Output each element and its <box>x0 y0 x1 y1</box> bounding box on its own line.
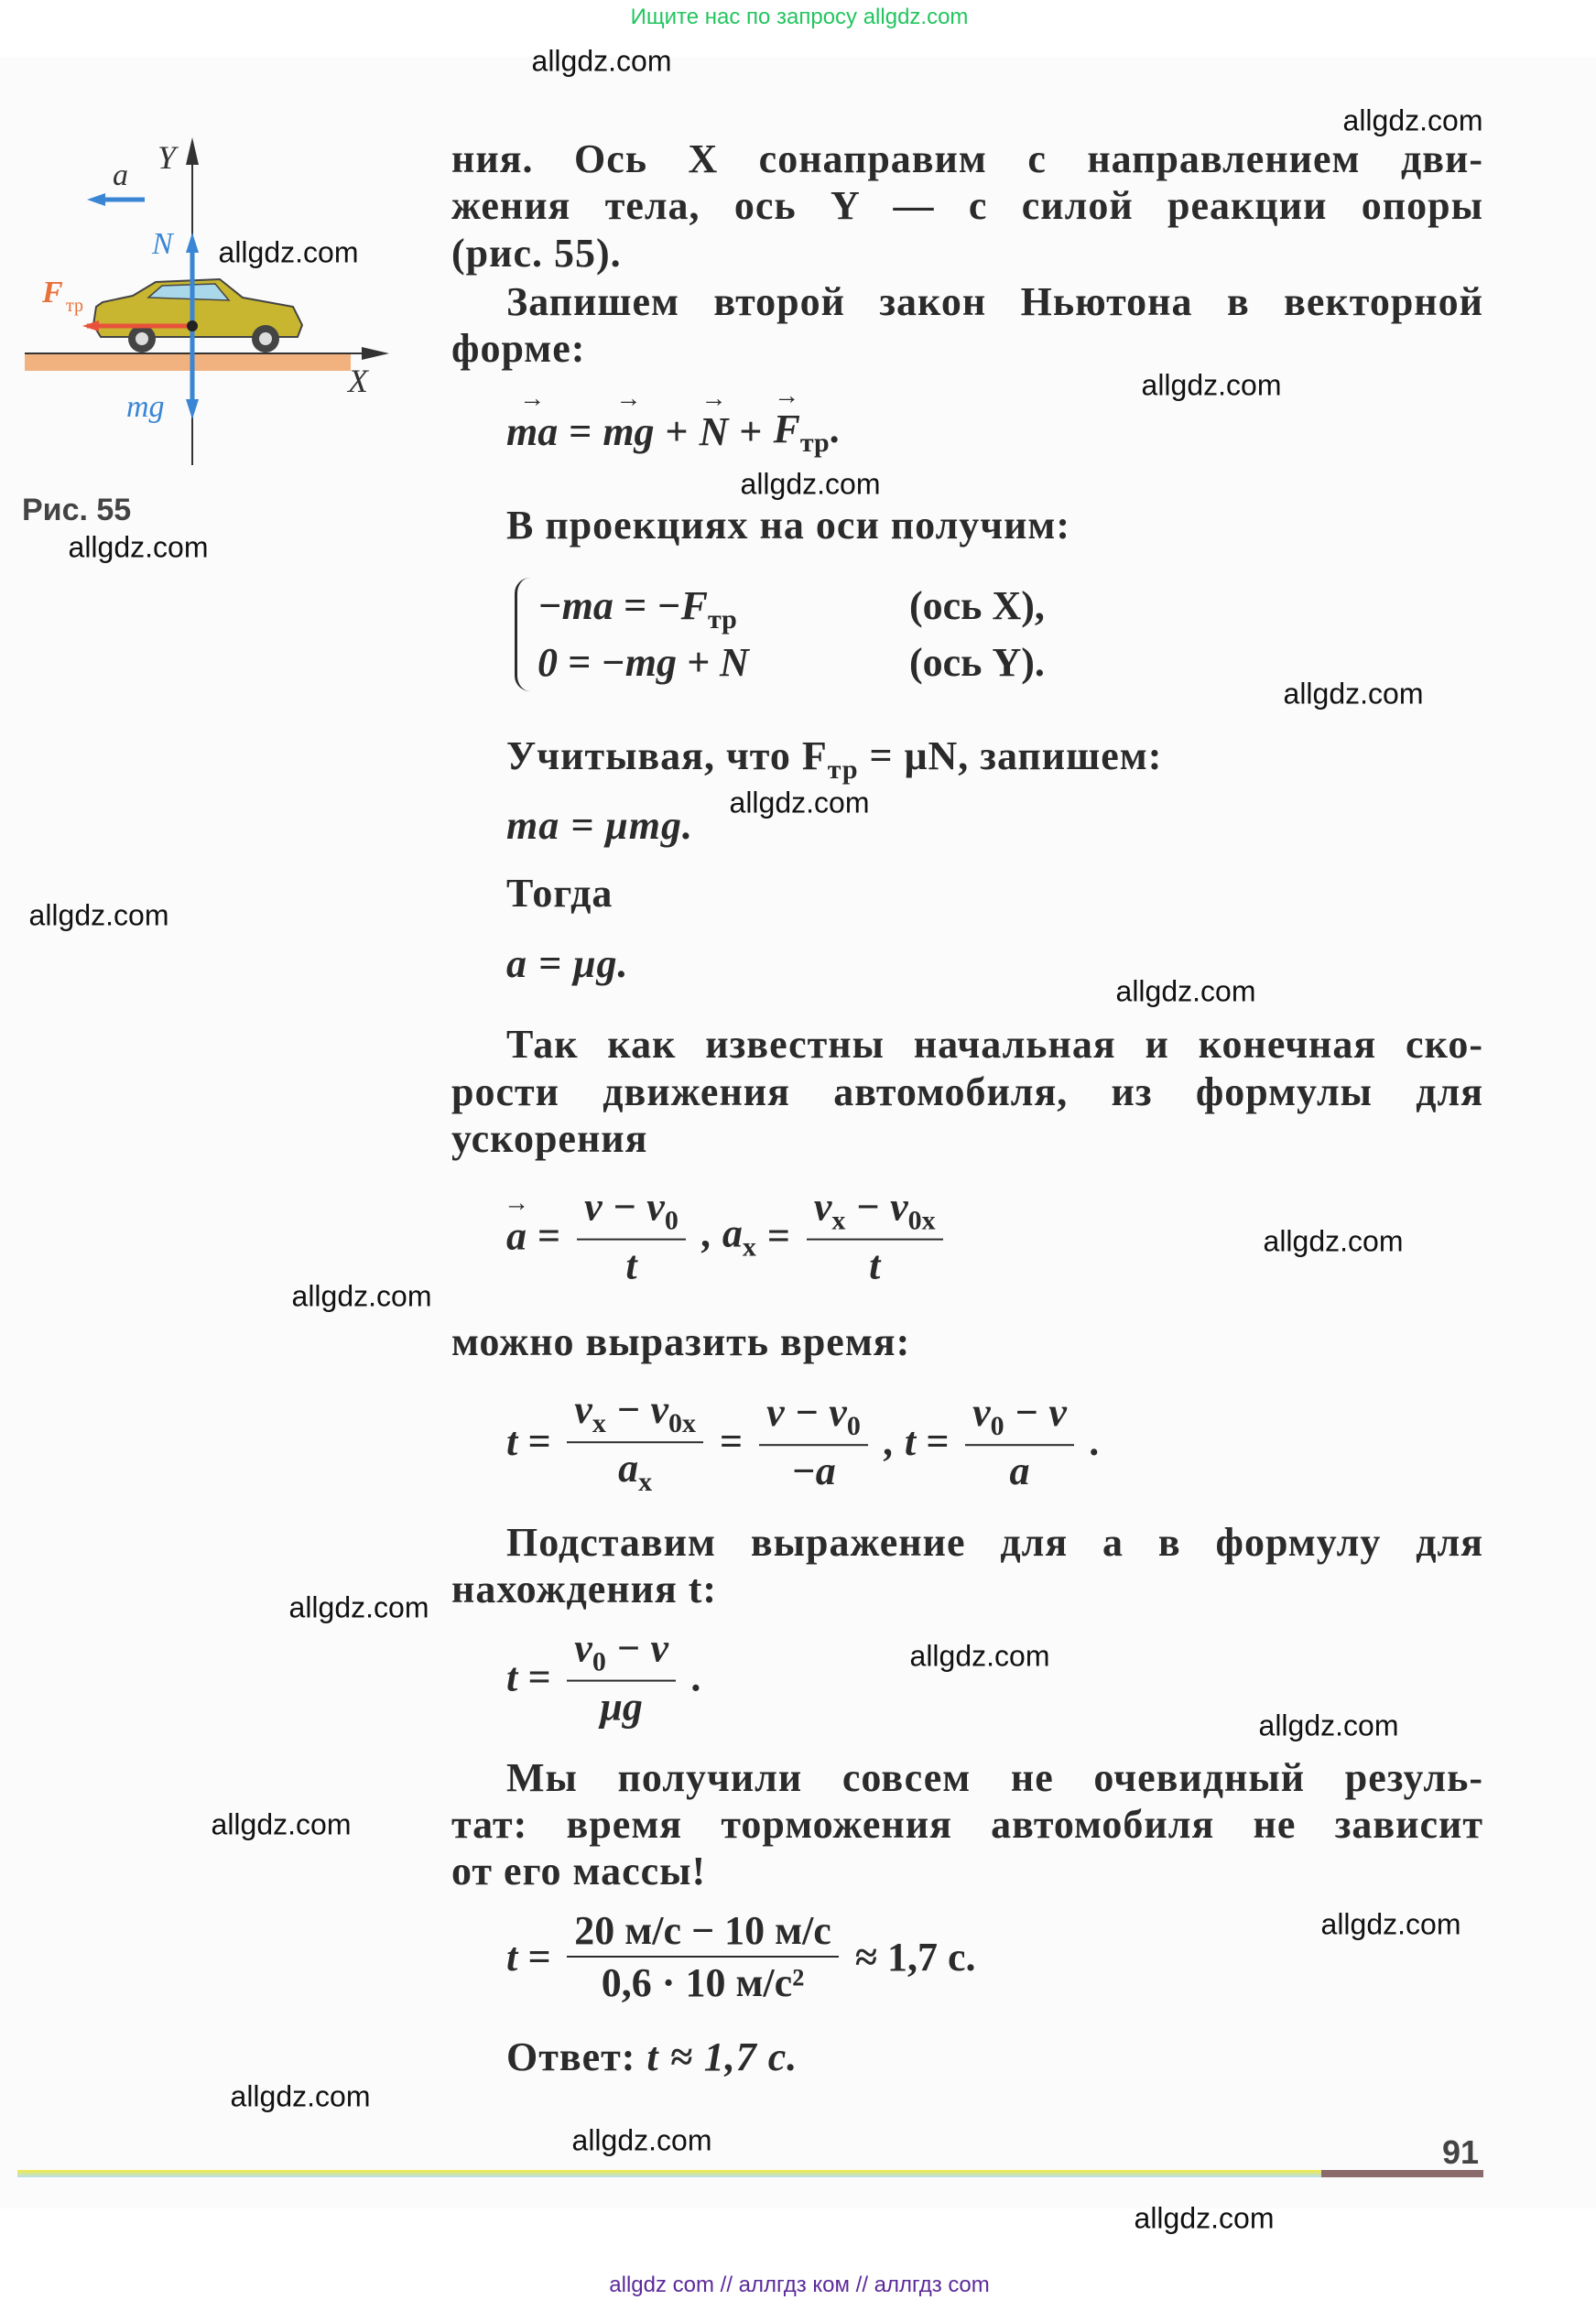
f-a: → a <box>506 1212 527 1259</box>
sys-label-y: (ось Y). <box>909 640 1045 685</box>
f-sub: x <box>592 1408 606 1438</box>
f-t: , t = <box>884 1419 950 1465</box>
f-sub: 0x <box>907 1205 936 1236</box>
brace <box>515 578 530 691</box>
watermark: allgdz.com <box>571 2123 712 2157</box>
f-num: v − v <box>766 1390 847 1436</box>
y-axis-label: Y <box>157 139 177 176</box>
f-den: t <box>625 1242 637 1288</box>
f-F-sub: тр <box>799 427 830 458</box>
f-num: − v <box>1004 1390 1067 1436</box>
watermark: allgdz.com <box>1320 1907 1461 1941</box>
watermark: allgdz.com <box>729 786 870 819</box>
watermark: allgdz.com <box>1342 103 1483 137</box>
f-sub: 0x <box>668 1408 697 1438</box>
formula-line: a = μg. <box>506 941 629 986</box>
f-t: t = <box>506 1654 551 1700</box>
f-sub: 0 <box>664 1205 679 1236</box>
text-line: жения тела, ось Y — с силой реакции опоры <box>451 183 1483 228</box>
formula-time <box>506 1386 1101 1498</box>
f-num: − v <box>605 1387 669 1433</box>
watermark: allgdz.com <box>230 2079 371 2113</box>
text-part: Учитывая, что F <box>506 733 828 778</box>
f-sub: x <box>638 1466 653 1497</box>
watermark: allgdz.com <box>909 1639 1050 1673</box>
watermark: allgdz.com <box>1134 2201 1275 2235</box>
sys-label-x: (ось X), <box>909 583 1045 628</box>
equation-system <box>515 578 749 691</box>
x-axis-label: X <box>348 363 368 399</box>
sys-eq2: 0 = −mg + N <box>537 640 749 685</box>
text-sub: тр <box>827 754 859 785</box>
figure-55-car-forces <box>0 110 440 549</box>
f-den: −a <box>791 1448 836 1494</box>
ground <box>25 354 351 371</box>
f-num: − v <box>605 1625 669 1671</box>
text-line: рости движения автомобиля, из формулы для <box>451 1069 1483 1114</box>
f-den: μg <box>600 1684 643 1730</box>
f-sub: 0 <box>592 1646 606 1677</box>
sys-eq1-sub: тр <box>707 603 737 635</box>
y-axis-arrowhead <box>186 137 199 165</box>
watermark: allgdz.com <box>740 467 881 501</box>
formula-time-mu <box>506 1625 702 1730</box>
text-line <box>506 732 1483 794</box>
footer-banner: allgdz com // аллгдз ком // аллгдз com <box>609 2273 990 2297</box>
watermark: allgdz.com <box>1263 1224 1404 1258</box>
text-line: Так как известны начальная и конечная ско- <box>506 1022 1483 1067</box>
f-plus: + <box>739 409 763 455</box>
f-ma: → ma <box>506 408 558 455</box>
f-num: v <box>972 1390 991 1436</box>
f-sub: 0 <box>846 1411 861 1442</box>
formula-line: ma = μmg. <box>506 803 693 848</box>
text-line: можно выразить время: <box>451 1319 911 1364</box>
watermark: allgdz.com <box>218 235 359 269</box>
f-dot: . <box>692 1654 703 1700</box>
footer-rule <box>17 2170 1321 2177</box>
text-line: ния. Ось X сонаправим с направлением дви- <box>451 136 1483 181</box>
F-label: F <box>42 276 63 309</box>
header-banner: Ищите нас по запросу allgdz.com <box>630 5 969 29</box>
watermark: allgdz.com <box>28 898 169 932</box>
f-t: t = <box>506 1419 551 1465</box>
f-num: v <box>574 1387 592 1433</box>
system-labels <box>909 578 1045 691</box>
text-line: Мы получили совсем не очевидный резуль- <box>506 1755 1483 1800</box>
f-ax: a <box>722 1210 743 1256</box>
watermark: allgdz.com <box>531 44 672 78</box>
watermark: allgdz.com <box>1258 1709 1399 1742</box>
watermark: allgdz.com <box>1141 368 1282 402</box>
mg-label: mg <box>126 390 165 424</box>
f-num: v <box>813 1184 832 1230</box>
f-eq: = <box>720 1419 744 1465</box>
text-line: В проекциях на оси получим: <box>506 503 1071 548</box>
f-den: 0,6 · 10 м/с² <box>601 1960 805 2005</box>
f-eq: = <box>766 1213 790 1259</box>
watermark: allgdz.com <box>1283 677 1424 711</box>
text-line: Тогда <box>506 871 613 916</box>
text-line: от его массы! <box>451 1849 707 1893</box>
watermark: allgdz.com <box>1115 974 1256 1008</box>
f-sub: x <box>742 1231 756 1262</box>
f-mg: → mg <box>603 408 654 455</box>
text-line: Подставим выражение для a в формулу для <box>506 1520 1483 1565</box>
text-line: тат: время торможения автомобиля не зависит <box>451 1802 1483 1847</box>
f-eq: = <box>537 1213 561 1259</box>
formula-numeric <box>506 1907 976 2006</box>
x-axis-arrowhead <box>362 347 389 360</box>
f-num: − v <box>845 1184 908 1230</box>
f-t: t = <box>506 1934 551 1980</box>
f-result: ≈ 1,7 с. <box>854 1934 976 1980</box>
f-F: → F <box>773 406 799 452</box>
watermark: allgdz.com <box>291 1279 432 1313</box>
f-sub: 0 <box>990 1411 1004 1442</box>
answer-label: Ответ: <box>506 2034 636 2079</box>
f-dot: . <box>829 407 840 452</box>
watermark: allgdz.com <box>68 530 209 564</box>
watermark: allgdz.com <box>288 1590 429 1624</box>
text-line: (рис. 55). <box>451 231 622 276</box>
N-label: N <box>152 227 173 261</box>
f-den: t <box>869 1242 881 1288</box>
answer-value: t ≈ 1,7 с. <box>646 2034 798 2079</box>
text-line: форме: <box>451 326 586 371</box>
f-den: a <box>618 1446 639 1491</box>
f-num: 20 м/с − 10 м/с <box>567 1907 839 1958</box>
f-N: → N <box>700 408 729 455</box>
f-eq: = <box>569 409 592 455</box>
sys-eq1: −ma = −F <box>537 583 708 628</box>
page-number: 91 <box>1442 2133 1480 2171</box>
text-part: = μN, запишем: <box>858 733 1163 778</box>
text-line: нахождения t: <box>451 1567 718 1611</box>
f-plus: + <box>665 409 689 455</box>
f-den: a <box>1009 1448 1030 1494</box>
formula-acceleration: → a = $\frac{v - v_0}{t}$ , $a_x$ = $\frac{v_x - v_{0x}}{t}$ <box>506 1184 949 1289</box>
text-line: Запишем второй закон Ньютона в векторной <box>506 279 1483 324</box>
F-sub-label: тр <box>66 296 83 316</box>
text-line: ускорения <box>451 1116 648 1161</box>
f-dot: . <box>1090 1419 1101 1465</box>
car-icon <box>93 279 302 353</box>
a-label: a <box>113 158 128 192</box>
f-sub: x <box>831 1205 846 1236</box>
f-num: v − v <box>584 1184 665 1230</box>
answer-line <box>506 2034 1483 2081</box>
watermark: allgdz.com <box>211 1807 352 1841</box>
figure-caption: Рис. 55 <box>22 493 132 527</box>
formula-newton-vector <box>506 406 840 459</box>
f-num: v <box>574 1625 592 1671</box>
